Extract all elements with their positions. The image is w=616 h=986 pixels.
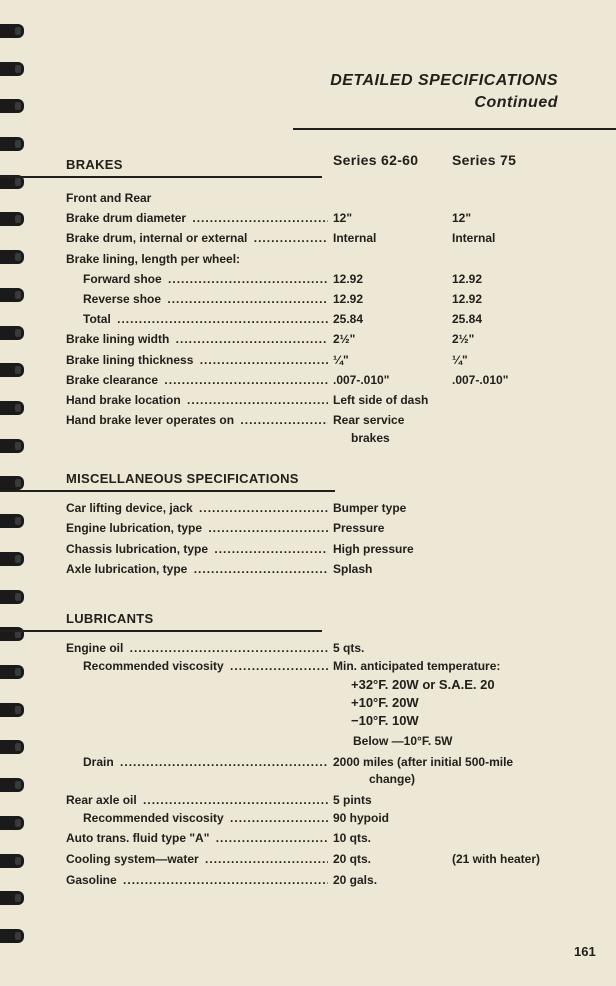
- spec-value: Min. anticipated temperature:: [333, 659, 501, 673]
- spec-label: Brake clearance .....: [66, 370, 328, 390]
- spec-value-continuation: change): [369, 772, 416, 786]
- title-subtitle: Continued: [474, 94, 558, 111]
- spec-value-75: Internal: [452, 231, 496, 245]
- spec-value-75: 25.84: [452, 312, 483, 326]
- spec-label: Gasoline .....: [66, 870, 328, 890]
- spec-value-62-60: 12.92: [333, 292, 364, 306]
- spec-value-62-60: .007-.010": [333, 373, 390, 387]
- column-header-series-75: Series 75: [452, 152, 517, 168]
- spec-value-continuation: brakes: [351, 431, 390, 445]
- viscosity-temp-line: Below —10°F. 5W: [353, 734, 453, 748]
- spec-row: [0, 228, 616, 248]
- spec-value-note: (21 with heater): [452, 852, 541, 866]
- spec-value-62-60: 12.92: [333, 272, 364, 286]
- spec-value: Pressure: [333, 521, 385, 535]
- spec-label: Reverse shoe .....: [83, 289, 328, 309]
- spec-label: Engine lubrication, type .....: [66, 518, 328, 538]
- spec-label: Brake drum, internal or external .....: [66, 228, 328, 248]
- spec-row: [0, 309, 616, 329]
- spec-row: [0, 289, 616, 309]
- binding-ring: [0, 99, 24, 113]
- spec-label: Rear axle oil .....: [66, 790, 328, 810]
- binding-ring: [0, 24, 24, 38]
- spec-row: [0, 249, 616, 269]
- spec-value-75: 12": [452, 211, 472, 225]
- spec-value: 2000 miles (after initial 500-mile: [333, 755, 514, 769]
- viscosity-temp-line: +10°F. 20W: [351, 695, 419, 710]
- spec-value: 90 hypoid: [333, 811, 390, 825]
- spec-row: [0, 870, 616, 890]
- spec-row: [0, 410, 616, 430]
- spec-label: Brake lining, length per wheel:: [66, 252, 241, 266]
- spec-label: Hand brake lever operates on .....: [66, 410, 328, 430]
- section-rule: [0, 630, 322, 632]
- spec-value: Bumper type: [333, 501, 407, 515]
- spec-value-62-60: Internal: [333, 231, 377, 245]
- viscosity-temp-line: −10°F. 10W: [351, 713, 419, 728]
- spec-label: Brake lining width .....: [66, 329, 328, 349]
- spec-label: Forward shoe .....: [83, 269, 328, 289]
- binding-ring: [0, 590, 24, 604]
- spec-value-75: 2½": [452, 332, 475, 346]
- spec-row: [0, 752, 616, 772]
- spec-value-62-60: 25.84: [333, 312, 364, 326]
- spec-value: 20 qts.: [333, 852, 372, 866]
- spec-value-75: 12.92: [452, 272, 483, 286]
- spec-label: Recommended viscosity .....: [83, 808, 328, 828]
- section-heading-brakes: BRAKES: [66, 157, 123, 172]
- spec-value-75: ¼": [452, 353, 468, 367]
- spec-row: [0, 208, 616, 228]
- spec-value: 5 pints: [333, 793, 372, 807]
- spec-value-62-60: 2½": [333, 332, 356, 346]
- spec-label: Total .....: [83, 309, 328, 329]
- spec-row: [0, 656, 616, 676]
- binding-ring: [0, 891, 24, 905]
- binding-ring: [0, 929, 24, 943]
- spec-row: [0, 638, 616, 658]
- section-heading-miscellaneous: MISCELLANEOUS SPECIFICATIONS: [66, 471, 299, 486]
- spec-label: Engine oil .....: [66, 638, 328, 658]
- spec-row: [0, 498, 616, 518]
- section-rule: [0, 490, 335, 492]
- page-number: 161: [574, 944, 596, 959]
- spec-value-75: 12.92: [452, 292, 483, 306]
- spec-label: Hand brake location .....: [66, 390, 328, 410]
- spec-value-75: .007-.010": [452, 373, 509, 387]
- spec-row: [0, 828, 616, 848]
- spec-value: Splash: [333, 562, 373, 576]
- spec-row: [0, 350, 616, 370]
- spec-row: [0, 539, 616, 559]
- spec-label: Car lifting device, jack .....: [66, 498, 328, 518]
- binding-ring: [0, 137, 24, 151]
- spec-row: [0, 559, 616, 579]
- spec-row: [0, 790, 616, 810]
- section-rule: [0, 176, 322, 178]
- binding-ring: [0, 62, 24, 76]
- spec-row: [0, 269, 616, 289]
- viscosity-temp-line: +32°F. 20W or S.A.E. 20: [351, 677, 495, 692]
- spec-row: [0, 518, 616, 538]
- column-header-series-62-60: Series 62-60: [333, 152, 419, 168]
- spec-value-62-60: ¼": [333, 353, 349, 367]
- spec-value: 5 qts.: [333, 641, 365, 655]
- spec-row: [0, 188, 616, 208]
- spec-value-62-60: Rear service: [333, 413, 405, 427]
- spec-value-62-60: 12": [333, 211, 353, 225]
- spec-label: Brake drum diameter .....: [66, 208, 328, 228]
- spec-value-62-60: Left side of dash: [333, 393, 429, 407]
- title-rule: [293, 128, 616, 130]
- binding-ring: [0, 703, 24, 717]
- spec-row: [0, 370, 616, 390]
- spec-row: [0, 329, 616, 349]
- spec-label: Drain .....: [83, 752, 328, 772]
- binding-ring: [0, 476, 24, 490]
- spec-label: Brake lining thickness .....: [66, 350, 328, 370]
- title-main: DETAILED SPECIFICATIONS: [330, 72, 558, 89]
- spec-value: 10 qts.: [333, 831, 372, 845]
- spec-label: Auto trans. fluid type "A" .....: [66, 828, 328, 848]
- spec-row: [0, 849, 616, 869]
- spec-label: Front and Rear: [66, 191, 152, 205]
- spec-row: [0, 390, 616, 410]
- spec-value: 20 gals.: [333, 873, 378, 887]
- binding-ring: [0, 439, 24, 453]
- spec-row: [0, 808, 616, 828]
- page-title: [330, 70, 558, 114]
- spec-label: Recommended viscosity .....: [83, 656, 328, 676]
- section-heading-lubricants: LUBRICANTS: [66, 611, 154, 626]
- spec-label: Axle lubrication, type .....: [66, 559, 328, 579]
- spec-value: High pressure: [333, 542, 414, 556]
- spec-label: Chassis lubrication, type .....: [66, 539, 328, 559]
- spec-label: Cooling system—water .....: [66, 849, 328, 869]
